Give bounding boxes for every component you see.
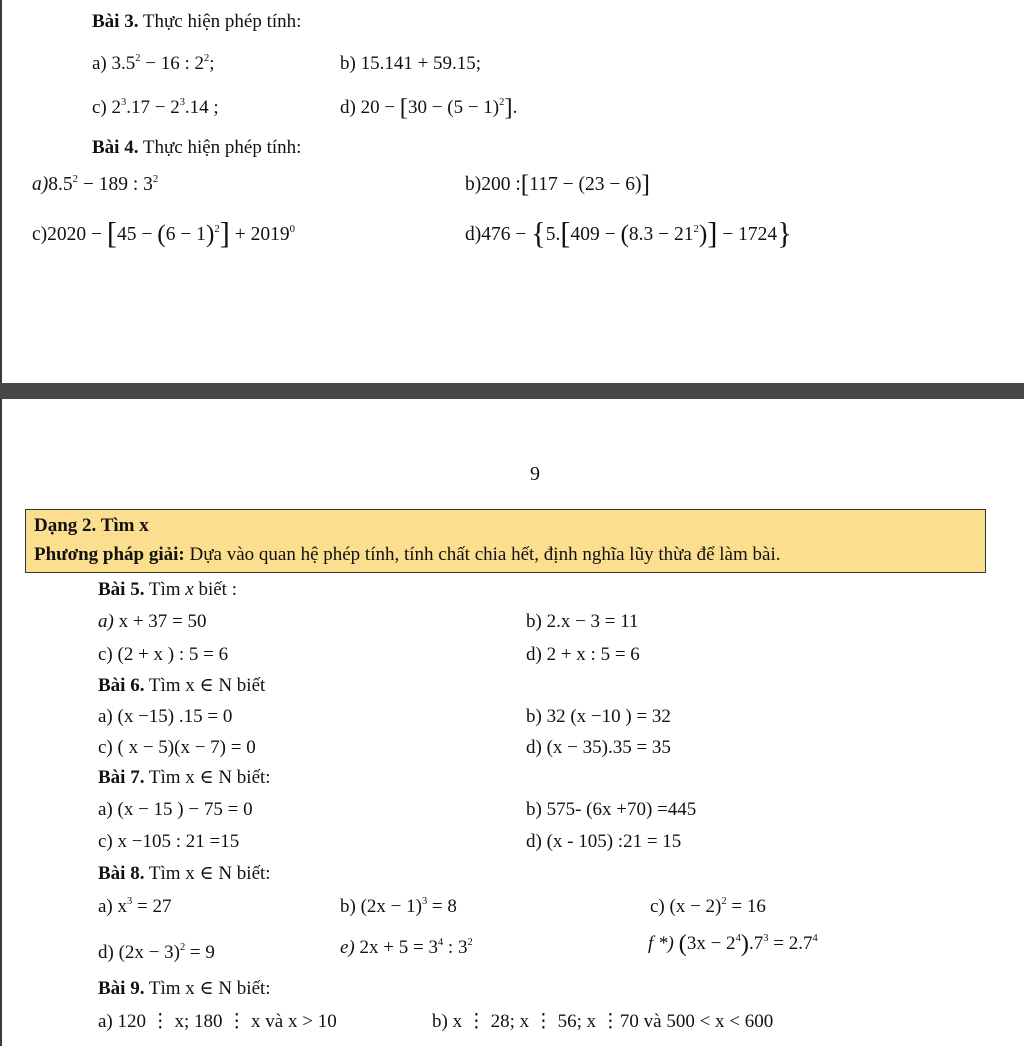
bai3-c: c) $2^3.17 - 2^3.14$ ; [92,97,219,118]
bai8-c: c) $(x - 2)^2 = 16$ [650,896,766,917]
bai3-title: Bài 3. Thực hiện phép tính: [92,11,302,32]
bai9-b: b) x ⋮ 28; x ⋮ 56; x ⋮70 và 500 < x < 600 [432,1011,774,1032]
bai8-title: Bài 8. Tìm x ∈ N biết: [98,863,271,884]
method-box [25,509,986,573]
bai6-title: Bài 6. Tìm x ∈ N biết [98,675,266,696]
bai4-c: $c)2020 - [45 - (6 - 1)^2] + 2019^0$ [32,216,295,251]
bai7-b: b) 575- (6x +70) =445 [526,799,697,820]
bai4-d: $d)476 - \{5.[409 - (8.3 - 21^2)] - 1724\}$ [465,216,792,251]
bai4-b: b)200 :[117 − (23 − 6)] [465,170,650,199]
bai6-c: c) ( x − 5)(x − 7) = 0 [98,737,256,758]
bai5-title: Bài 5. Tìm x biết : [98,579,237,600]
bai9-a: a) 120 ⋮ x; 180 ⋮ x và x > 10 [98,1011,337,1032]
page-separator [0,383,1024,399]
page-number: 9 [530,463,540,485]
bai6-b: b) 32 (x −10 ) = 32 [526,706,671,727]
bai8-a: a) $x^3 = 27$ [98,896,172,917]
bai7-d: d) (x - 105) :21 = 15 [526,831,682,852]
bai8-b: b) $(2x - 1)^3 = 8$ [340,896,457,917]
bai7-a: a) (x − 15 ) − 75 = 0 [98,799,253,820]
bai8-d: d) $(2x - 3)^2 = 9$ [98,942,215,963]
bai4-title: Bài 4. Thực hiện phép tính: [92,137,302,158]
bai6-a: a) (x −15) .15 = 0 [98,706,233,727]
bai7-title: Bài 7. Tìm x ∈ N biết: [98,767,271,788]
bai5-a: a) x + 37 = 50 [98,611,207,632]
dang2-heading: Dạng 2. Tìm x [34,515,149,536]
bai7-c: c) x −105 : 21 =15 [98,831,240,852]
bai3-a: a) $3.5^2 - 16$ : $2^2$; [92,53,215,74]
bai8-f: f *) $(3x - 2^4).7^3 = 2.7^4$ [648,929,818,957]
bai4-a: $a)8.5^2 - 189$ : $3^2$ [32,172,159,195]
bai3-b: b) 15.141 + 59.15; [340,53,482,74]
bai5-d: d) 2 + x : 5 = 6 [526,644,640,665]
dang2-method: Phương pháp giải: Dựa vào quan hệ phép tính, tính chất chia hết, định nghĩa lũy thừa để làm bài. [34,544,781,565]
bai5-c: c) (2 + x ) : 5 = 6 [98,644,229,665]
bai3-d: d) $20 - [30 - (5 - 1)^2]$. [340,93,518,121]
bai5-b: b) 2.x − 3 = 11 [526,611,639,632]
bai8-e: e) $2x + 5 = 3^4$ : $3^2$ [340,937,473,958]
bai6-d: d) (x − 35).35 = 35 [526,737,671,758]
bai9-title: Bài 9. Tìm x ∈ N biết: [98,978,271,999]
